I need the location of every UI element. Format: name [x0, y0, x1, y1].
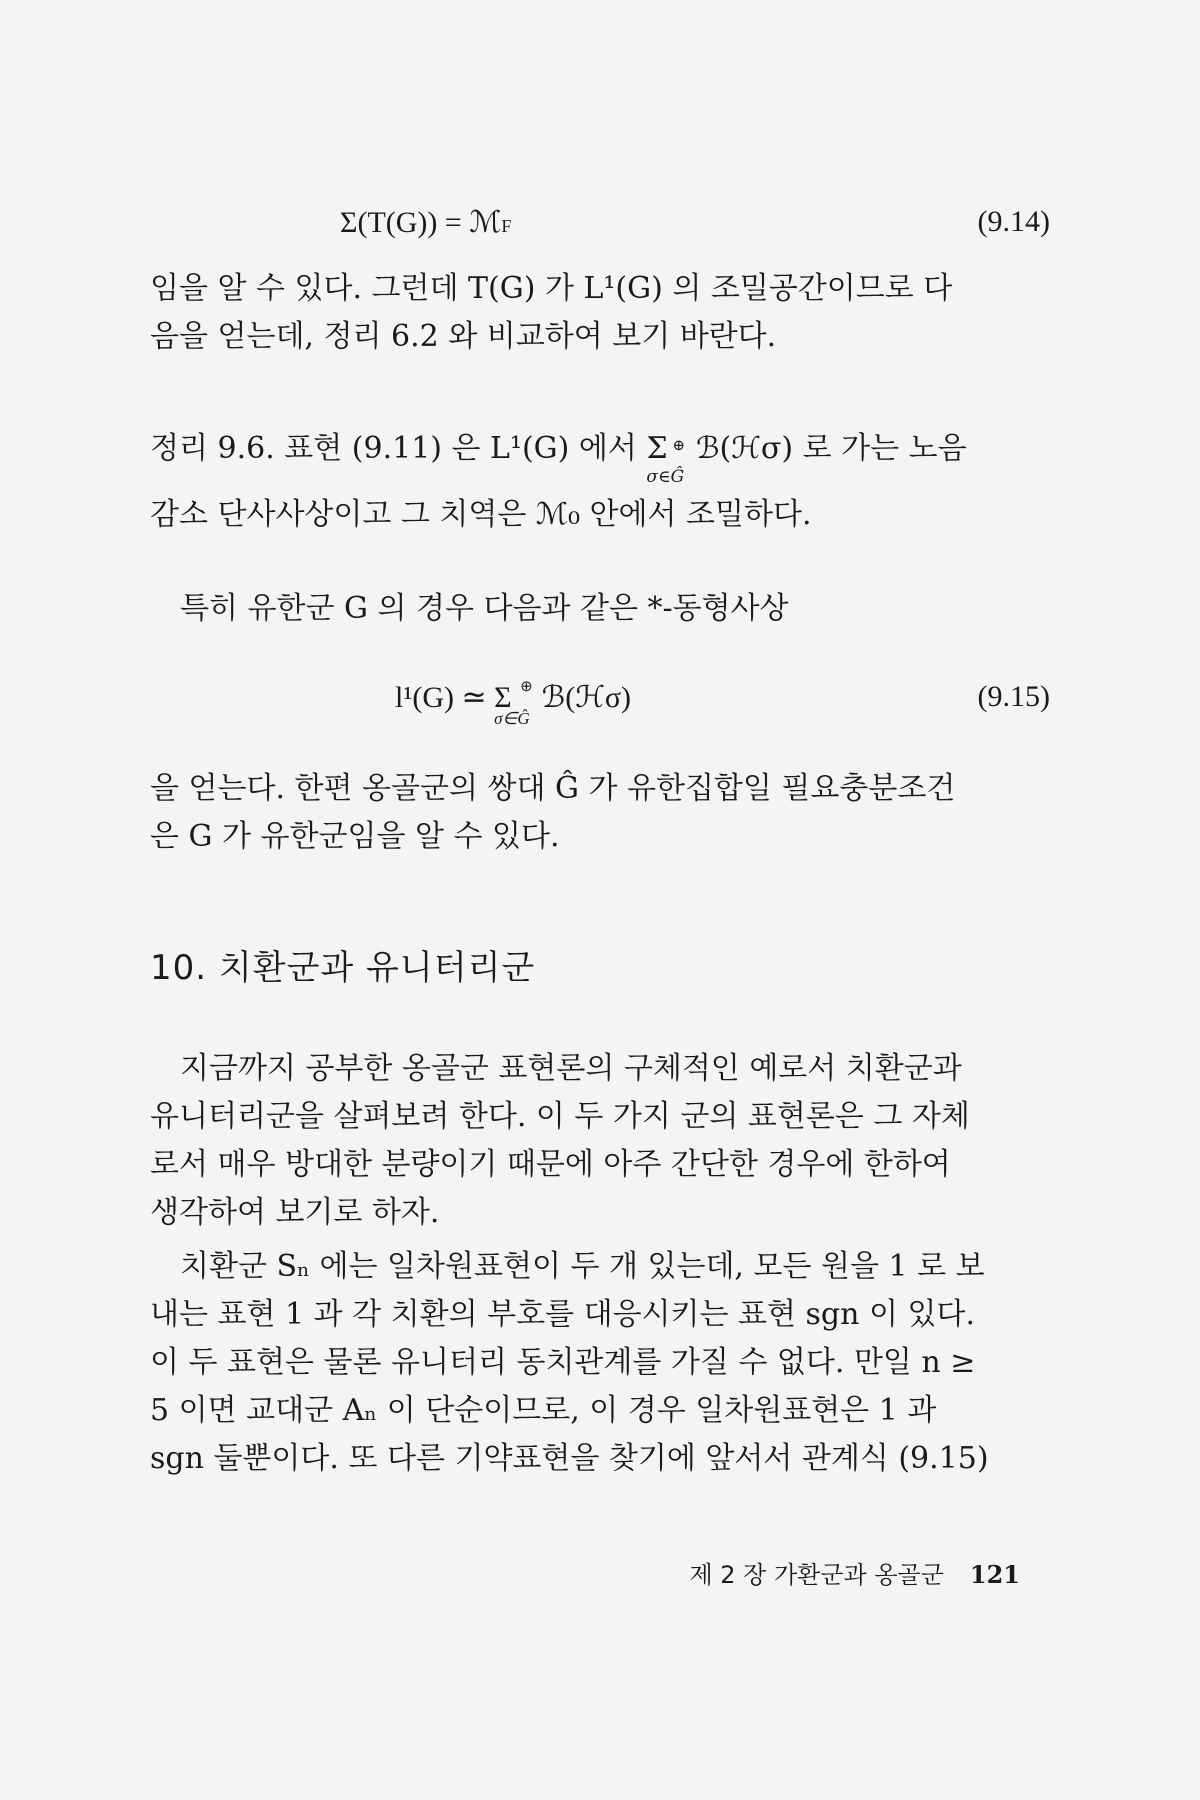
chapter-title: 제 2 장 가환군과 옹골군 [689, 1561, 944, 1589]
equation-number: (9.14) [977, 205, 1050, 238]
theorem-text-post: ℬ(ℋσ) 로 가는 노음 [695, 431, 967, 466]
theorem-9-6 [150, 425, 1030, 539]
paragraph-3 [150, 765, 1030, 861]
text-line: 은 G 가 유한군임을 알 수 있다. [150, 819, 560, 854]
text-line: 내는 표현 1 과 각 치환의 부호를 대응시키는 표현 sgn 이 있다. [150, 1297, 976, 1332]
equation-9-14-body: Σ(T(G)) = ℳ [340, 206, 502, 239]
text-line: 유니터리군을 살펴보려 한다. 이 두 가지 군의 표현론은 그 자체 [150, 1099, 970, 1134]
text-line: 생각하여 보기로 하자. [150, 1195, 440, 1230]
equation-9-15-lhs: l¹(G) ≃ [395, 681, 487, 714]
paragraph-5 [150, 1243, 1060, 1483]
theorem-line-1 [150, 425, 1030, 487]
text-line: 치환군 Sₙ 에는 일차원표현이 두 개 있는데, 모든 원을 1 로 보 [180, 1249, 985, 1284]
direct-sum-symbol: Σ ⊕ σ∈Ĝ [494, 679, 533, 728]
text-line: 이 두 표현은 물론 유니터리 동치관계를 가질 수 없다. 만일 n ≥ [150, 1345, 976, 1380]
equation-9-15-rhs: ℬ(ℋσ) [541, 681, 632, 714]
page-footer [640, 1555, 1020, 1590]
sum-index: σ∈Ĝ [646, 467, 685, 487]
text-line: 특히 유한군 G 의 경우 다음과 같은 *-동형사상 [180, 591, 789, 626]
equation-9-15 [150, 680, 1050, 740]
section-heading: 10. 치환군과 유니터리군 [150, 948, 536, 988]
text-line: 감소 단사사상이고 그 치역은 ℳ₀ 안에서 조밀하다. [150, 497, 812, 532]
sum-index: σ∈Ĝ [494, 709, 530, 728]
page-number: 121 [969, 1560, 1020, 1589]
theorem-text-pre: 정리 9.6. 표현 (9.11) 은 L¹(G) 에서 [150, 431, 637, 466]
text-line: 을 얻는다. 한편 옹골군의 쌍대 Ĝ 가 유한집합일 필요충분조건 [150, 771, 956, 806]
text-line: 지금까지 공부한 옹골군 표현론의 구체적인 예로서 치환군과 [180, 1051, 962, 1086]
paragraph-1 [150, 265, 1030, 361]
equation-9-14 [150, 205, 1050, 265]
equation-number: (9.15) [977, 680, 1050, 713]
paragraph-2 [150, 585, 1060, 633]
equation-9-14-subscript: F [501, 216, 512, 236]
paragraph-4 [150, 1045, 1060, 1237]
text-line: 5 이면 교대군 Aₙ 이 단순이므로, 이 경우 일차원표현은 1 과 [150, 1393, 937, 1428]
text-line: 임을 알 수 있다. 그런데 T(G) 가 L¹(G) 의 조밀공간이므로 다 [150, 271, 953, 306]
text-line: 로서 매우 방대한 분량이기 때문에 아주 간단한 경우에 한하여 [150, 1147, 951, 1182]
text-line: 음을 얻는데, 정리 6.2 와 비교하여 보기 바란다. [150, 319, 777, 354]
direct-sum-symbol: Σ ⊕ σ∈Ĝ [646, 425, 686, 473]
text-line: sgn 둘뿐이다. 또 다른 기약표현을 찾기에 앞서서 관계식 (9.15) [150, 1441, 989, 1476]
